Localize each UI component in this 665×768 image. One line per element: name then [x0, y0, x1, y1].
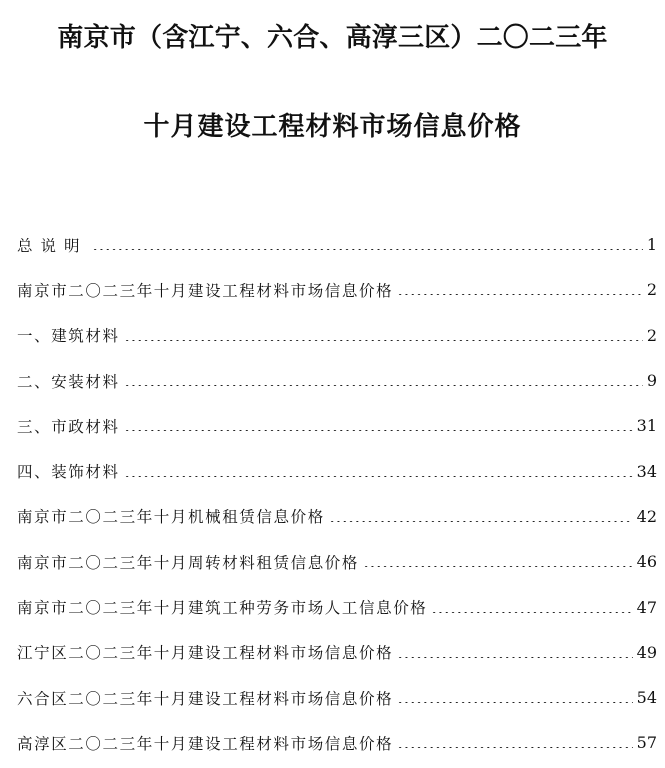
toc-page-number: 34	[636, 461, 657, 481]
toc-dot-leader	[124, 430, 633, 431]
toc-dot-leader	[124, 476, 633, 477]
toc-entry-label: 南京市二〇二三年十月建设工程材料市场信息价格	[17, 281, 394, 300]
toc-page-number: 49	[636, 642, 657, 662]
toc-entry-label: 四、装饰材料	[17, 463, 120, 482]
toc-page-number: 46	[636, 552, 657, 572]
toc-entry-label: 南京市二〇二三年十月机械租赁信息价格	[17, 508, 325, 527]
toc-page-number: 2	[646, 325, 657, 345]
toc-page-number: 47	[636, 597, 657, 617]
toc-page-number: 54	[636, 688, 657, 708]
toc-entry-decoration-materials[interactable]	[17, 448, 657, 493]
toc-entry-label: 南京市二〇二三年十月周转材料租赁信息价格	[17, 553, 360, 572]
toc-entry-turnover-materials-rental[interactable]	[17, 539, 657, 584]
toc-entry-machinery-rental[interactable]	[17, 494, 657, 539]
toc-page-number: 2	[646, 280, 657, 300]
toc-dot-leader	[397, 657, 632, 658]
toc-entry-luhe-materials[interactable]	[17, 675, 657, 720]
toc-entry-general-notes[interactable]	[17, 222, 657, 267]
toc-dot-leader	[124, 385, 643, 386]
toc-dot-leader	[397, 747, 632, 748]
toc-page-number: 9	[646, 371, 657, 391]
toc-entry-label: 一、建筑材料	[17, 327, 120, 346]
table-of-contents	[17, 222, 657, 766]
toc-page-number: 1	[646, 235, 657, 255]
toc-page-number: 57	[636, 733, 657, 753]
toc-entry-label: 总说明	[17, 236, 88, 255]
toc-entry-building-materials[interactable]	[17, 313, 657, 358]
toc-page-number: 42	[636, 506, 657, 526]
toc-entry-label: 江宁区二〇二三年十月建设工程材料市场信息价格	[17, 644, 394, 663]
toc-entry-jiangning-materials[interactable]	[17, 630, 657, 675]
toc-dot-leader	[363, 566, 633, 567]
toc-page-number: 31	[636, 416, 657, 436]
toc-dot-leader	[397, 294, 643, 295]
document-title-line-1: 南京市（含江宁、六合、高淳三区）二〇二三年	[57, 23, 608, 53]
toc-entry-label: 三、市政材料	[17, 417, 120, 436]
toc-entry-labor-prices[interactable]	[17, 584, 657, 629]
toc-dot-leader	[124, 340, 643, 341]
toc-entry-installation-materials[interactable]	[17, 358, 657, 403]
toc-entry-label: 二、安装材料	[17, 372, 120, 391]
toc-entry-label: 六合区二〇二三年十月建设工程材料市场信息价格	[17, 689, 394, 708]
toc-entry-municipal-materials[interactable]	[17, 403, 657, 448]
toc-dot-leader	[431, 612, 632, 613]
toc-entry-nanjing-materials[interactable]	[17, 267, 657, 312]
toc-dot-leader	[397, 702, 632, 703]
document-title-line-2: 十月建设工程材料市场信息价格	[143, 112, 522, 142]
toc-entry-label: 高淳区二〇二三年十月建设工程材料市场信息价格	[17, 734, 394, 753]
toc-dot-leader	[92, 249, 643, 250]
toc-entry-gaochun-materials[interactable]	[17, 720, 657, 765]
toc-entry-label: 南京市二〇二三年十月建筑工种劳务市场人工信息价格	[17, 599, 428, 618]
toc-dot-leader	[329, 521, 633, 522]
